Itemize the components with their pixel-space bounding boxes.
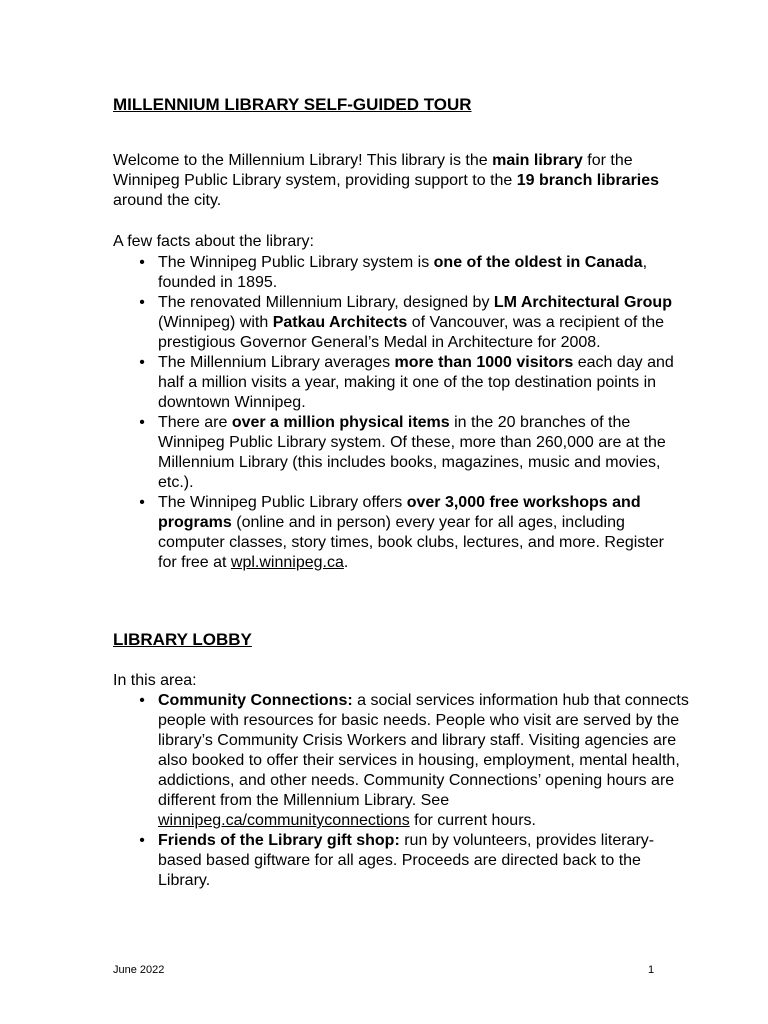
fact-text: The Winnipeg Public Library offers bbox=[158, 494, 407, 511]
bullet-icon: • bbox=[139, 494, 145, 511]
fact-bold: over 3,000 free workshops and programs bbox=[158, 494, 641, 531]
lobby-item-text: a social services information hub that connects people with resources for basic needs. People who visit are served by the library’s Community Crisis Workers and library staff. Visiting agencies are also booked to offer their services in housing, employment, mental health, addictions, and other needs. Community Connections’ opening hours are different from the Millennium Library. See bbox=[158, 692, 689, 809]
list-item bbox=[113, 413, 683, 493]
bullet-icon: • bbox=[139, 354, 145, 371]
fact-text: , founded in 1895. bbox=[158, 254, 648, 291]
fact-text: The Millennium Library averages bbox=[158, 354, 395, 371]
list-item bbox=[113, 293, 683, 353]
facts-intro: A few facts about the library: bbox=[113, 233, 314, 250]
lobby-item-title: Community Connections: bbox=[158, 692, 353, 709]
fact-bold: more than 1000 visitors bbox=[394, 354, 574, 371]
lobby-item-text: run by volunteers, provides literary-based based giftware for all ages. Proceeds are directed back to the Library. bbox=[158, 832, 655, 889]
bullet-icon: • bbox=[139, 832, 145, 849]
fact-bold: Patkau Architects bbox=[272, 314, 408, 331]
document-title: MILLENNIUM LIBRARY SELF-GUIDED TOUR bbox=[113, 95, 472, 114]
bullet-icon: • bbox=[139, 254, 145, 271]
page-number: 1 bbox=[648, 964, 655, 976]
lobby-list bbox=[113, 691, 693, 891]
fact-text: . bbox=[343, 554, 349, 571]
footer-date: June 2022 bbox=[113, 964, 165, 976]
fact-text: each day and half a million visits a year, making it one of the top destination points in downtown Winnipeg. bbox=[158, 354, 674, 411]
fact-bold: LM Architectural Group bbox=[493, 294, 672, 311]
fact-text: There are bbox=[158, 414, 232, 431]
fact-text: (online and in person) every year for all ages, including computer classes, story times, book clubs, lectures, and more. Register for free at bbox=[158, 514, 664, 571]
wpl-website-link[interactable]: wpl.winnipeg.ca bbox=[230, 554, 344, 571]
area-intro: In this area: bbox=[113, 672, 197, 689]
intro-bold-branch-libraries: 19 branch libraries bbox=[516, 172, 660, 189]
fact-text: The Winnipeg Public Library system is bbox=[158, 254, 434, 271]
list-item bbox=[113, 691, 693, 831]
fact-text: in the 20 branches of the Winnipeg Public Library system. Of these, more than 260,000 are at the Millennium Library (this includes books, magazines, music and movies, etc.). bbox=[158, 414, 666, 491]
list-item bbox=[113, 253, 683, 293]
library-lobby-heading: LIBRARY LOBBY bbox=[113, 630, 252, 649]
bullet-icon: • bbox=[139, 414, 145, 431]
bullet-icon: • bbox=[139, 692, 145, 709]
lobby-item-title: Friends of the Library gift shop: bbox=[158, 832, 400, 849]
community-connections-link[interactable]: winnipeg.ca/communityconnections bbox=[158, 812, 410, 829]
list-item bbox=[113, 353, 683, 413]
fact-text: of Vancouver, was a recipient of the prestigious Governor General’s Medal in Architecture for 2008. bbox=[158, 314, 665, 351]
fact-bold: one of the oldest in Canada bbox=[433, 254, 643, 271]
fact-bold: over a million physical items bbox=[231, 414, 450, 431]
intro-text-2: for the Winnipeg Public Library system, providing support to the bbox=[113, 152, 633, 189]
intro-text-1: Welcome to the Millennium Library! This library is the bbox=[113, 152, 493, 169]
list-item bbox=[113, 831, 693, 891]
facts-list bbox=[113, 253, 683, 573]
list-item bbox=[113, 493, 683, 573]
lobby-item-text: for current hours. bbox=[409, 812, 536, 829]
intro-bold-main-library: main library bbox=[492, 152, 583, 169]
bullet-icon: • bbox=[139, 294, 145, 311]
fact-text: The renovated Millennium Library, designed by bbox=[158, 294, 494, 311]
fact-text: (Winnipeg) with bbox=[158, 314, 273, 331]
intro-text-3: around the city. bbox=[113, 192, 222, 209]
intro-paragraph bbox=[113, 151, 673, 211]
